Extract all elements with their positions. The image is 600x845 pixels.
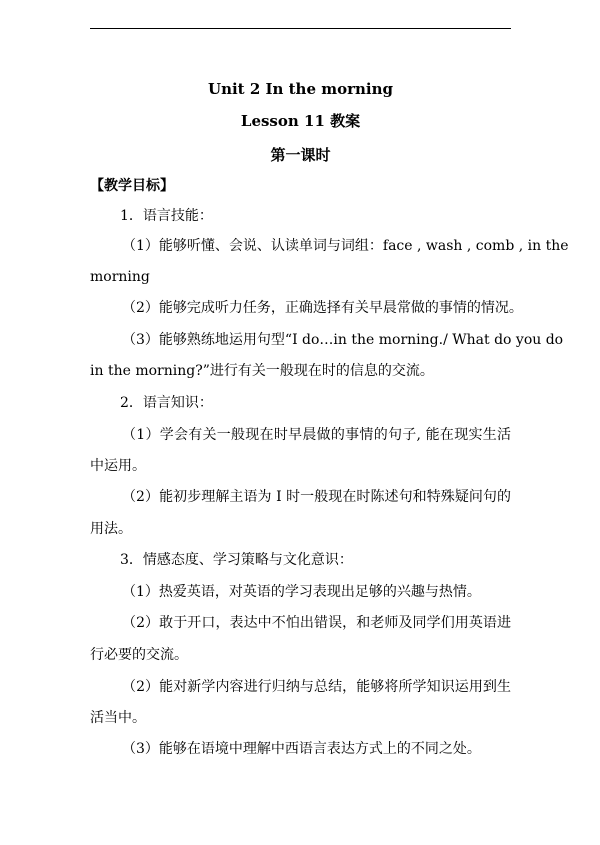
attitude-item-2-line-2: 行必要的交流。 — [90, 647, 188, 663]
attitude-item-1: （1）热爱英语，对英语的学习表现出足够的兴趣与热情。 — [122, 584, 481, 600]
header-rule — [90, 28, 511, 29]
section-heading-teaching-objectives: 【教学目标】 — [90, 178, 174, 194]
knowledge-item-2-line-1: （2）能初步理解主语为 I 时一般现在时陈述句和特殊疑问句的 — [122, 489, 511, 505]
knowledge-item-1-line-1: （1）学会有关一般现在时早晨做的事情的句子, 能在现实生活 — [122, 427, 511, 443]
lesson-title: Lesson 11 教案 — [240, 112, 361, 130]
skill-item-1-line-1: （1）能够听懂、会说、认读单词与词组：face , wash , comb , in the — [122, 238, 569, 254]
skill-item-1-line-2: morning — [90, 269, 150, 285]
objective-attitude-strategy-culture-heading: 3．情感态度、学习策略与文化意识： — [120, 552, 353, 568]
attitude-item-2-line-1: （2）敢于开口，表达中不怕出错误，和老师及同学们用英语进 — [122, 615, 511, 631]
attitude-item-3-line-2: 活当中。 — [90, 710, 146, 726]
objective-language-skills-heading: 1．语言技能： — [120, 208, 213, 224]
knowledge-item-1-line-2: 中运用。 — [90, 458, 146, 474]
skill-item-2: （2）能够完成听力任务，正确选择有关早晨常做的事情的情况。 — [122, 300, 523, 316]
unit-title: Unit 2 In the morning — [207, 80, 394, 98]
skill-item-3-line-1: （3）能够熟练地运用句型“I do…in the morning./ What do you do — [122, 332, 564, 348]
period-title: 第一课时 — [270, 146, 331, 164]
attitude-item-4: （3）能够在语境中理解中西语言表达方式上的不同之处。 — [122, 741, 481, 757]
knowledge-item-2-line-2: 用法。 — [90, 521, 132, 537]
skill-item-3-line-2: in the morning?”进行有关一般现在时的信息的交流。 — [90, 363, 434, 379]
objective-language-knowledge-heading: 2．语言知识： — [120, 395, 213, 411]
attitude-item-3-line-1: （2）能对新学内容进行归纳与总结，能够将所学知识运用到生 — [122, 679, 511, 695]
